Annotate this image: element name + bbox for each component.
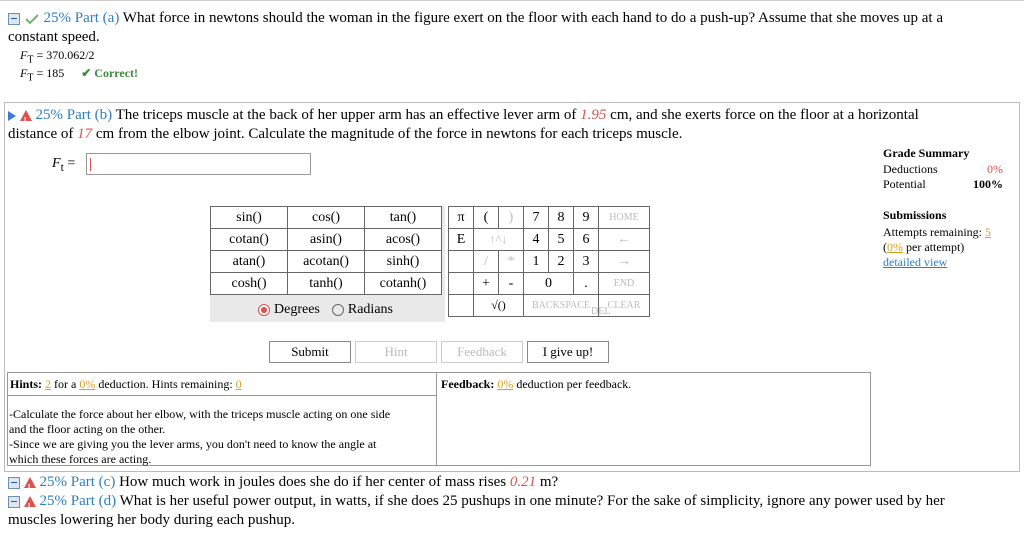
degrees-label: Degrees	[274, 302, 320, 317]
key-rparen[interactable]: )	[499, 207, 524, 229]
hint-button[interactable]: Hint	[355, 341, 437, 363]
var-sub: T	[27, 54, 34, 66]
answer-input[interactable]	[86, 153, 311, 175]
key-divide[interactable]: /	[474, 251, 499, 273]
angle-mode	[258, 302, 393, 318]
part-d-question: What is her useful power output, in watts, if she does 25 pushups in one minute? For the sake of simplicity, ignore any power used by her	[119, 493, 945, 509]
give-up-button[interactable]: I give up!	[527, 341, 609, 363]
key-plus[interactable]: +	[474, 273, 499, 295]
key-backspace[interactable]: BACKSPACE	[524, 295, 599, 317]
key-multiply[interactable]: *	[499, 251, 524, 273]
down-arrow-icon: ↓	[501, 232, 508, 246]
potential-value: 100%	[973, 177, 1003, 191]
hints-header	[10, 377, 242, 392]
fn-acotan[interactable]: acotan()	[288, 251, 365, 273]
fn-acos[interactable]: acos()	[365, 229, 442, 251]
up-arrow-icon: ↑	[489, 232, 496, 246]
key-4[interactable]: 4	[524, 229, 549, 251]
key-2[interactable]: 2	[549, 251, 574, 273]
feedback-text: deduction per feedback.	[516, 377, 632, 391]
expr-2: = 185	[36, 66, 65, 80]
feedback-button[interactable]: Feedback	[441, 341, 523, 363]
part-d-percent: 25%	[39, 493, 67, 509]
part-b-label: Part (b)	[66, 107, 113, 123]
fn-tan[interactable]: tan()	[365, 207, 442, 229]
fn-sin[interactable]: sin()	[211, 207, 288, 229]
feedback-pct: 0%	[497, 377, 514, 391]
warning-icon: !	[24, 477, 36, 488]
key-sqrt[interactable]: √()	[474, 295, 524, 317]
fn-tanh[interactable]: tanh()	[288, 273, 365, 295]
part-b-q-d: cm from the elbow joint. Calculate the magnitude of the force in newtons for each triceps muscle.	[95, 126, 683, 142]
collapse-icon[interactable]	[8, 496, 20, 508]
detailed-view-link[interactable]: detailed view	[883, 255, 948, 269]
hints-remaining: 0	[235, 377, 242, 391]
key-5[interactable]: 5	[549, 229, 574, 251]
fn-cosh[interactable]: cosh()	[211, 273, 288, 295]
warning-icon: !	[20, 110, 32, 121]
radians-label: Radians	[347, 302, 393, 317]
input-eq: =	[67, 156, 76, 171]
collapse-icon[interactable]	[8, 13, 20, 25]
collapse-icon[interactable]	[8, 477, 20, 489]
key-6[interactable]: 6	[574, 229, 599, 251]
part-d-label: Part (d)	[70, 493, 117, 509]
key-3[interactable]: 3	[574, 251, 599, 273]
play-icon	[8, 111, 16, 121]
keypad-table	[448, 206, 650, 317]
correct-label: Correct!	[94, 66, 139, 80]
part-a-work-line-2	[20, 66, 138, 83]
part-a-label: Part (a)	[74, 10, 120, 26]
expr-1: = 370.062/2	[36, 48, 95, 62]
hints-sub-divider	[7, 395, 436, 396]
top-border	[0, 0, 1024, 1]
warning-icon: !	[24, 496, 36, 507]
part-b-q-c: distance of	[8, 126, 74, 142]
rise-value: 0.21	[509, 474, 537, 490]
grade-summary-title: Grade Summary	[883, 146, 970, 160]
hints-divider	[436, 372, 437, 466]
part-b-q-a: The triceps muscle at the back of her upper arm has an effective lever arm of	[115, 107, 577, 123]
var-sub: T	[27, 72, 34, 84]
distance-value: 17	[77, 126, 93, 142]
key-lparen[interactable]: (	[474, 207, 499, 229]
key-right-arrow-icon[interactable]: →	[599, 251, 650, 273]
var-f: F	[20, 48, 28, 62]
key-left-arrow-icon[interactable]: ←	[599, 229, 650, 251]
part-c-percent: 25%	[39, 474, 67, 490]
key-pi[interactable]: π	[449, 207, 474, 229]
lever-arm-value: 1.95	[580, 107, 607, 123]
paren: (	[883, 240, 887, 254]
key-blank-2	[449, 273, 474, 295]
fn-asin[interactable]: asin()	[288, 229, 365, 251]
key-blank	[449, 251, 474, 273]
grade-summary	[883, 146, 1003, 270]
part-b-percent: 25%	[35, 107, 63, 123]
feedback-label: Feedback:	[441, 377, 495, 391]
part-a-percent: 25%	[43, 10, 71, 26]
attempts-label: Attempts remaining:	[883, 225, 982, 239]
part-a-question: What force in newtons should the woman in the figure exert on the floor with each hand to do a push-up? Assume that she moves up at a	[122, 10, 944, 26]
key-9[interactable]: 9	[574, 207, 599, 229]
attempts-value: 5	[984, 225, 991, 239]
key-clear[interactable]: CLEAR	[599, 295, 650, 317]
part-d-question-cont: muscles lowering her body during each pushup.	[8, 512, 296, 528]
text-cursor	[90, 158, 91, 171]
per-attempt-label: per attempt)	[906, 240, 965, 254]
correct-check-icon: ✔	[81, 66, 92, 80]
deductions-label: Deductions	[883, 162, 938, 176]
part-c-header	[8, 473, 1018, 492]
hints-text	[9, 407, 434, 467]
part-b-q-b: cm, and she exerts force on the floor at a horizontal	[610, 107, 919, 123]
key-0[interactable]: 0	[524, 273, 574, 295]
key-1[interactable]: 1	[524, 251, 549, 273]
per-attempt-pct: 0%	[887, 240, 903, 254]
hints-count: 2	[45, 377, 52, 391]
fn-sinh[interactable]: sinh()	[365, 251, 442, 273]
key-arrows[interactable]	[474, 229, 524, 251]
part-b-header	[8, 106, 1018, 125]
radians-radio[interactable]	[332, 304, 344, 316]
hints-pct: 0%	[79, 377, 96, 391]
fn-cotan[interactable]: cotan()	[211, 229, 288, 251]
caret-icon: ^	[495, 232, 502, 246]
hint-1-line-2: and the floor acting on the other.	[9, 422, 166, 436]
part-c-label: Part (c)	[70, 474, 116, 490]
potential-label: Potential	[883, 177, 926, 191]
part-a-header	[8, 9, 1018, 28]
hint-2-line-2: which these forces are acting.	[9, 452, 152, 466]
key-del[interactable]: DEL	[591, 306, 611, 317]
checkmark-icon	[24, 13, 40, 25]
answer-label	[52, 156, 75, 174]
key-dot[interactable]: .	[574, 273, 599, 295]
var-f: F	[20, 66, 28, 80]
feedback-header	[441, 377, 631, 392]
hint-2-line-1: -Since we are giving you the lever arms, you don't need to know the angle at	[9, 437, 377, 451]
part-a-question-cont: constant speed.	[8, 29, 100, 45]
key-e[interactable]: E	[449, 229, 474, 251]
hints-for-a: for a	[54, 377, 77, 391]
part-d-header	[8, 492, 1018, 511]
hints-deduction: deduction. Hints remaining:	[98, 377, 233, 391]
part-b-header-cont	[8, 125, 682, 144]
key-8[interactable]: 8	[549, 207, 574, 229]
deductions-value: 0%	[987, 162, 1003, 176]
part-c-unit: m?	[539, 474, 559, 490]
fn-cos[interactable]: cos()	[288, 207, 365, 229]
key-blank-3	[449, 295, 474, 317]
submit-button[interactable]: Submit	[269, 341, 351, 363]
hints-label: Hints:	[10, 377, 43, 391]
fn-atan[interactable]: atan()	[211, 251, 288, 273]
key-minus[interactable]: -	[499, 273, 524, 295]
submissions-title: Submissions	[883, 208, 947, 222]
fn-cotanh[interactable]: cotanh()	[365, 273, 442, 295]
input-var: F	[52, 156, 61, 171]
input-sub: t	[60, 160, 64, 174]
degrees-radio[interactable]	[258, 304, 270, 316]
part-a-work-line-1	[20, 48, 95, 65]
hint-1-line-1: -Calculate the force about her elbow, with the triceps muscle acting on one side	[9, 407, 391, 421]
part-c-question: How much work in joules does she do if her center of mass rises	[119, 474, 507, 490]
key-7[interactable]: 7	[524, 207, 549, 229]
key-end[interactable]: END	[599, 273, 650, 295]
key-home[interactable]: HOME	[599, 207, 650, 229]
function-table	[210, 206, 442, 295]
